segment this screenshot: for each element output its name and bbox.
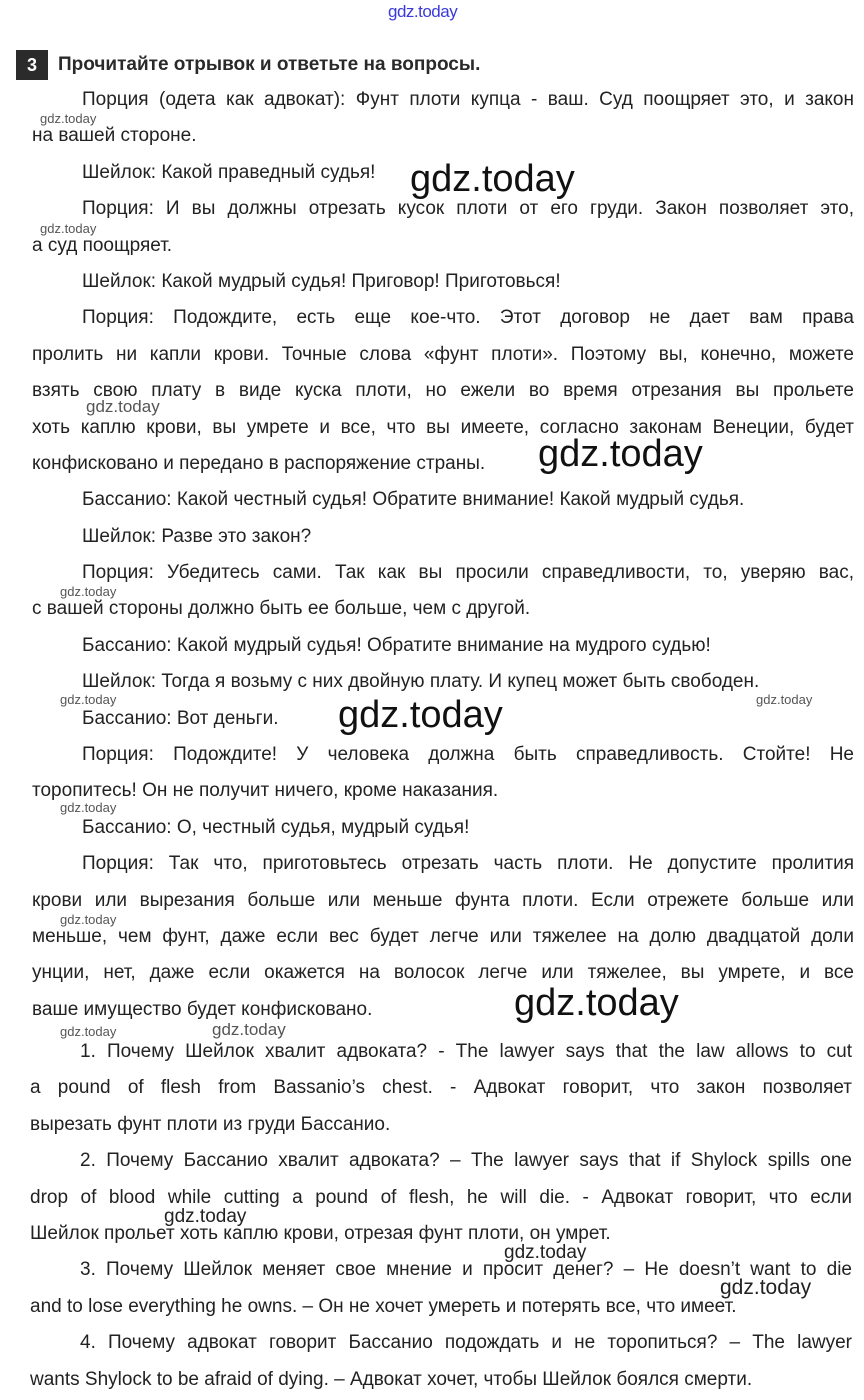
- text-line: взять свою плату в виде куска плоти, но ежели во время отрезания вы прольете: [32, 380, 854, 402]
- text-line: Шейлок: Тогда я возьму с них двойную плату. И купец может быть свободен.: [82, 671, 760, 693]
- answers: [30, 1034, 852, 1398]
- answer-paragraph: [30, 1325, 852, 1398]
- watermark: gdz.today: [410, 158, 575, 200]
- text-line: Бассанио: Какой мудрый судья! Обратите внимание на мудрого судью!: [82, 634, 711, 656]
- text-line: Шейлок: Разве это закон?: [82, 525, 312, 547]
- text-line: Порция (одета как адвокат): Фунт плоти купца - ваш. Суд поощряет это, и закон: [82, 89, 854, 110]
- passage-paragraph: [32, 628, 854, 664]
- watermark: gdz.today: [504, 1242, 587, 1263]
- passage-paragraph: [32, 846, 854, 1028]
- text-line: 2. Почему Бассанио хвалит адвоката? – The lawyer says that if Shylock spills one: [80, 1150, 852, 1172]
- text-line: and to lose everything he owns. – Он не хочет умереть и потерять все, что имеет.: [30, 1295, 737, 1317]
- text-line: пролить ни капли крови. Точные слова «фунт плоти». Поэтому вы, конечно, можете: [32, 343, 854, 365]
- text-line: конфисковано и передано в распоряжение страны.: [32, 452, 486, 474]
- text-line: Порция: Убедитесь сами. Так как вы просили справедливости, то, уверяю вас,: [82, 562, 854, 584]
- watermark: gdz.today: [338, 694, 503, 736]
- text-line: wants Shylock to be afraid of dying. – Адвокат хочет, чтобы Шейлок боялся смерти.: [30, 1368, 753, 1390]
- text-line: Шейлок: Какой праведный судья!: [82, 161, 376, 183]
- text-line: Порция: Так что, приготовьтесь отрезать часть плоти. Не допустите пролития: [82, 853, 854, 875]
- passage-paragraph: [32, 737, 854, 810]
- text-line: 4. Почему адвокат говорит Бассанио подождать и не торопиться? – The lawyer: [80, 1332, 852, 1354]
- watermark: gdz.today: [60, 800, 117, 815]
- text-line: Порция: Подождите, есть еще кое-что. Этот договор не дает вам права: [82, 307, 854, 329]
- passage-paragraph: [32, 555, 854, 628]
- text-line: Бассанио: О, честный судья, мудрый судья!: [82, 816, 470, 838]
- watermark: gdz.today: [40, 221, 97, 236]
- text-line: вырезать фунт плоти из груди Бассанио.: [30, 1113, 391, 1135]
- text-line: унции, нет, даже если окажется на волосок легче или тяжелее, вы умрете, и все: [32, 962, 854, 984]
- text-line: 1. Почему Шейлок хвалит адвоката? - The lawyer says that the law allows to cut: [80, 1041, 852, 1062]
- watermark: gdz.today: [164, 1206, 247, 1227]
- watermark: gdz.today: [60, 912, 117, 927]
- passage-paragraph: [32, 519, 854, 555]
- text-line: drop of blood while cutting a pound of flesh, he will die. - Адвокат говорит, что если: [30, 1186, 852, 1208]
- task-title: Прочитайте отрывок и ответьте на вопросы.: [58, 54, 481, 75]
- watermark: gdz.today: [60, 692, 117, 707]
- watermark: gdz.today: [514, 982, 679, 1024]
- watermark: gdz.today: [756, 692, 813, 707]
- watermark: gdz.today: [60, 584, 117, 599]
- text-line: хоть каплю крови, вы умрете и все, что вы имеете, согласно законам Венеции, будет: [32, 416, 854, 438]
- text-line: ваше имущество будет конфисковано.: [32, 998, 373, 1020]
- text-line: 3. Почему Шейлок меняет свое мнение и просит денег? – He doesn’t want to die: [80, 1259, 852, 1281]
- text-line: торопитесь! Он не получит ничего, кроме наказания.: [32, 780, 499, 802]
- text-line: a pound of flesh from Bassanio’s chest. - Адвокат говорит, что закон позволяет: [30, 1077, 852, 1099]
- text-line: крови или вырезания больше или меньше фунта плоти. Если отрежете больше или: [32, 889, 854, 911]
- text-line: с вашей стороны должно быть ее больше, чем с другой.: [32, 598, 531, 620]
- watermark-header: gdz.today: [388, 2, 458, 21]
- answer-paragraph: [30, 1143, 852, 1252]
- task-header: [16, 50, 480, 80]
- watermark: gdz.today: [40, 111, 97, 126]
- text-line: меньше, чем фунт, даже если вес будет легче или тяжелее на долю двадцатой доли: [32, 925, 854, 947]
- text-line: на вашей стороне.: [32, 125, 197, 147]
- passage-paragraph: [32, 482, 854, 518]
- passage: [32, 82, 854, 1028]
- answer-paragraph: [30, 1034, 852, 1143]
- watermark: gdz.today: [538, 433, 703, 475]
- passage-paragraph: [32, 810, 854, 846]
- watermark: gdz.today: [60, 1024, 117, 1039]
- text-line: Бассанио: Вот деньги.: [82, 707, 279, 729]
- watermark: gdz.today: [86, 397, 160, 416]
- task-number-badge: 3: [16, 50, 48, 80]
- watermark: gdz.today: [720, 1276, 812, 1299]
- passage-paragraph: [32, 82, 854, 155]
- text-line: Бассанио: Какой честный судья! Обратите внимание! Какой мудрый судья.: [82, 489, 745, 511]
- text-line: Порция: И вы должны отрезать кусок плоти от его груди. Закон позволяет это,: [82, 198, 854, 220]
- text-line: Шейлок: Какой мудрый судья! Приговор! Приготовься!: [82, 270, 561, 292]
- text-line: Шейлок прольет хоть каплю крови, отрезая фунт плоти, он умрет.: [30, 1222, 611, 1244]
- watermark: gdz.today: [212, 1020, 286, 1039]
- passage-paragraph: [32, 191, 854, 264]
- passage-paragraph: [32, 300, 854, 482]
- text-line: Порция: Подождите! У человека должна быть справедливость. Стойте! Не: [82, 744, 854, 766]
- text-line: а суд поощряет.: [32, 234, 173, 256]
- passage-paragraph: [32, 264, 854, 300]
